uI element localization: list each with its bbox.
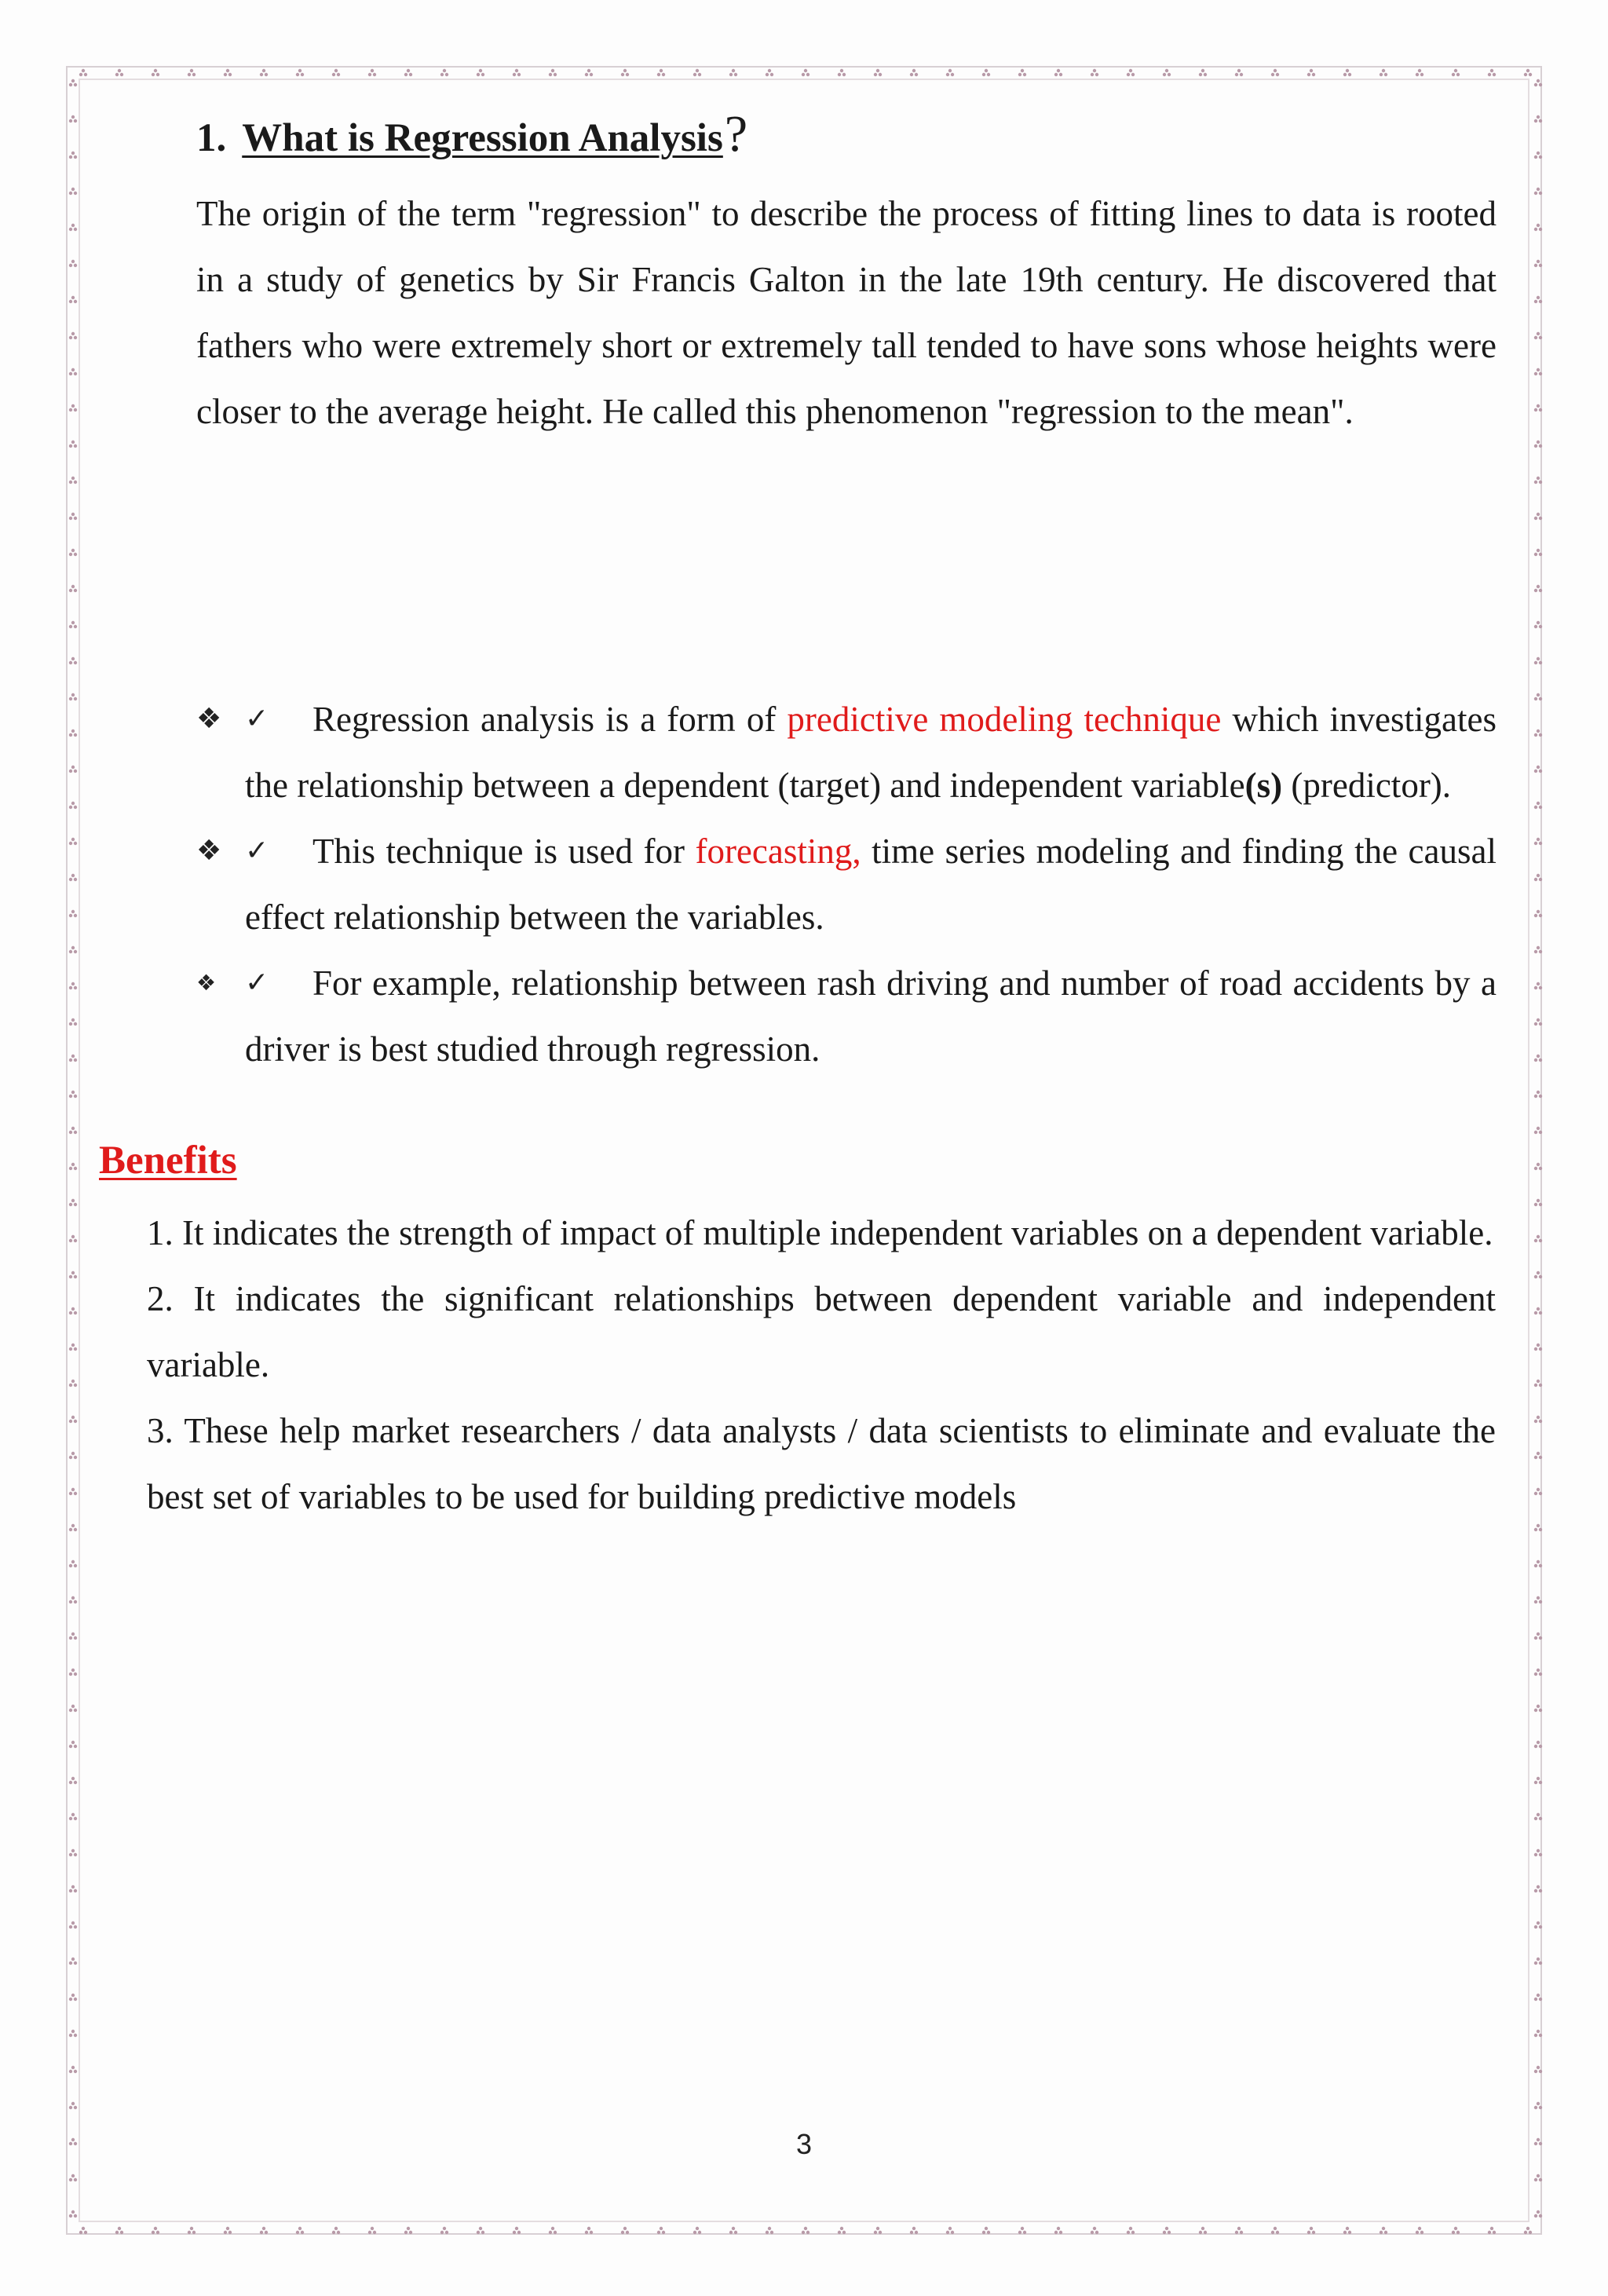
border-ornament [1534,1849,1542,1856]
border-ornament [69,982,77,989]
border-ornament [1534,296,1542,303]
border-ornament [1534,1416,1542,1423]
border-ornament [1534,1813,1542,1820]
bullet-bold-text: (s) [1244,766,1283,805]
border-ornament [1534,332,1542,339]
diamond-bullet-icon: ❖ [196,835,222,867]
border-ornament [1534,982,1542,989]
border-ornament [69,1018,77,1026]
border-ornament [69,1741,77,1748]
border-ornament [188,69,196,76]
border-ornament [1534,1885,1542,1892]
border-ornament [1380,2227,1387,2234]
checkmark-icon: ✓ [245,835,269,867]
bullet-list [196,686,1497,1082]
section-number: 1. [196,116,227,160]
border-ornament [1534,1452,1542,1459]
border-ornament [69,1632,77,1640]
border-ornament [802,69,809,76]
border-ornament [657,69,665,76]
border-ornament [1199,69,1207,76]
border-ornament [1534,549,1542,556]
border-ornament [69,79,77,86]
border-ornament [1534,802,1542,809]
border-ornament [1534,1307,1542,1314]
border-ornament [1534,2174,1542,2181]
border-ornament [69,1777,77,1784]
section-title: What is Regression Analysis [242,116,723,160]
border-ornament [69,1849,77,1856]
border-ornament [1091,69,1098,76]
border-ornament [585,69,593,76]
bullet-item [196,950,1497,1082]
border-ornament [1534,910,1542,917]
border-ornament [69,1813,77,1820]
border-ornament [1524,2227,1532,2234]
border-ornament [1343,2227,1351,2234]
border-ornament [1271,2227,1279,2234]
border-ornament [296,2227,304,2234]
border-ornament [1534,729,1542,737]
border-ornament [69,838,77,845]
border-ornament [69,946,77,953]
border-ornament [1534,1380,1542,1387]
border-ornament [585,2227,593,2234]
border-ornament [1534,2102,1542,2109]
border-ornament [1054,2227,1062,2234]
border-ornament [69,404,77,411]
border-ornament [874,69,882,76]
border-ornament [549,2227,557,2234]
border-ornament [260,69,268,76]
border-ornament [69,1705,77,1712]
border-ornament [1534,1488,1542,1495]
border-ornament [69,693,77,700]
border-ornament [1534,1741,1542,1748]
border-ornament [1534,874,1542,881]
border-ornament [766,2227,773,2234]
border-ornament [802,2227,809,2234]
border-ornament [1534,1669,1542,1676]
bullet-text: time series modeling and finding the causal effect relationship between the variables. [245,832,1497,937]
border-ornament [1199,2227,1207,2234]
border-ornament [1534,1596,1542,1603]
border-ornament [1524,69,1532,76]
border-ornament [296,69,304,76]
border-ornament [1534,693,1542,700]
border-ornament [1534,404,1542,411]
border-ornament [1534,1163,1542,1170]
border-ornament [69,2210,77,2217]
border-ornament [69,1994,77,2001]
border-ornament [69,1416,77,1423]
border-ornament [1534,585,1542,592]
border-ornament [1534,1055,1542,1062]
border-ornament [1534,1344,1542,1351]
border-ornament [1534,621,1542,628]
border-ornament [1452,2227,1460,2234]
border-ornament [1488,2227,1496,2234]
border-ornament [982,69,990,76]
border-ornament [79,2227,87,2234]
border-ornament [69,115,77,122]
benefit-item: 2. It indicates the significant relationships between dependent variable and independent variable. [147,1279,1496,1384]
bullet-text: For example, relationship between rash driving and number of road accidents by a driver is best studied through regression. [245,963,1497,1069]
bullet-item [196,686,1497,818]
border-ornament [657,2227,665,2234]
border-ornament [69,1127,77,1134]
border-ornament [260,2227,268,2234]
border-ornament [1534,766,1542,773]
border-ornament [982,2227,990,2234]
border-ornament [69,477,77,484]
border-ornament [910,2227,918,2234]
border-ornament [1271,69,1279,76]
border-ornament [1534,1632,1542,1640]
border-ornament [513,69,521,76]
border-ornament [69,188,77,195]
border-ornament [69,1163,77,1170]
border-ornament [1534,657,1542,664]
border-ornament [1534,2030,1542,2037]
border-ornament [69,1524,77,1531]
bullet-item [196,818,1497,950]
section-heading [196,101,747,172]
border-ornament [1534,2210,1542,2217]
border-ornament [874,2227,882,2234]
border-ornament [766,69,773,76]
border-ornament [368,2227,376,2234]
checkmark-icon: ✓ [245,703,269,735]
border-ornament [69,621,77,628]
border-ornament [1534,1091,1542,1098]
border-ornament [946,2227,954,2234]
border-ornament [1127,69,1135,76]
border-ornament [404,2227,412,2234]
bullet-text: which investigates the relationship between a dependent (target) and independent variable [245,700,1497,805]
benefits-list [147,1200,1496,1530]
border-ornament [69,2102,77,2109]
border-ornament [69,1235,77,1242]
border-ornament [1534,513,1542,520]
border-ornament [440,69,448,76]
border-ornament [1307,69,1315,76]
border-ornament [69,332,77,339]
border-ornament [188,2227,196,2234]
border-ornament [1091,2227,1098,2234]
border-ornament [69,802,77,809]
border-ornament [1534,188,1542,195]
bullet-text: (predictor). [1282,766,1452,805]
border-ornament [1534,1235,1542,1242]
border-ornament [838,69,846,76]
border-ornament [693,69,701,76]
border-ornament [69,1669,77,1676]
border-ornament [910,69,918,76]
border-ornament [69,766,77,773]
border-ornament [69,1271,77,1278]
border-ornament [69,296,77,303]
benefits-heading: Benefits [99,1139,237,1183]
border-ornament [1534,79,1542,86]
checkmark-icon: ✓ [245,967,269,999]
border-ornament [152,69,159,76]
border-ornament [1534,1705,1542,1712]
border-ornament [79,69,87,76]
border-ornament [946,69,954,76]
border-ornament [1534,152,1542,159]
border-ornament [69,260,77,267]
border-ornament [1534,946,1542,953]
border-ornament [1018,2227,1026,2234]
border-ornament [729,69,737,76]
border-ornament [224,2227,232,2234]
bullet-text: This technique is used for [312,832,696,871]
border-ornament [1054,69,1062,76]
border-ornament [69,549,77,556]
border-ornament [1534,1127,1542,1134]
border-ornament [1534,368,1542,375]
border-ornament [1534,1560,1542,1567]
border-ornament [1416,2227,1423,2234]
border-ornament [1380,69,1387,76]
border-ornament [1534,2066,1542,2073]
border-ornament [1343,69,1351,76]
border-ornament [1452,69,1460,76]
bullet-highlight: predictive modeling technique [787,700,1222,739]
border-ornament [69,1921,77,1929]
border-ornament [69,1344,77,1351]
border-ornament [477,69,484,76]
border-ornament [69,1488,77,1495]
diamond-bullet-icon: ❖ [196,970,217,996]
border-ornament [477,2227,484,2234]
border-ornament [69,729,77,737]
border-ornament [69,585,77,592]
border-ornament [621,69,629,76]
border-ornament [1534,1199,1542,1206]
border-ornament [1235,2227,1243,2234]
border-ornament [69,1380,77,1387]
border-ornament [69,513,77,520]
border-ornament [1534,260,1542,267]
border-ornament [1534,1271,1542,1278]
border-ornament [69,657,77,664]
border-ornament [1163,69,1171,76]
border-ornament [440,2227,448,2234]
border-ornament [1127,2227,1135,2234]
border-ornament [1534,838,1542,845]
border-ornament [69,441,77,448]
border-ornament [69,1560,77,1567]
border-ornament [69,368,77,375]
border-ornament [69,1307,77,1314]
border-ornament [513,2227,521,2234]
border-ornament [1534,1921,1542,1929]
border-ornament [1534,1777,1542,1784]
border-ornament [693,2227,701,2234]
diamond-bullet-icon: ❖ [196,703,222,735]
border-ornament [69,2174,77,2181]
border-ornament [69,2066,77,2073]
page-number: 3 [795,2128,813,2160]
border-ornament [729,2227,737,2234]
border-ornament [368,69,376,76]
border-ornament [69,2030,77,2037]
border-ornament [115,69,123,76]
border-ornament [1534,441,1542,448]
benefit-item: 1. It indicates the strength of impact of multiple independent variables on a dependent variable. [147,1213,1493,1252]
border-ornament [1534,1958,1542,1965]
border-ornament [1235,69,1243,76]
border-ornament [1534,1524,1542,1531]
border-ornament [1488,69,1496,76]
benefit-item: 3. These help market researchers / data analysts / data scientists to eliminate and evaluate the best set of variables to be used for building predictive models [147,1411,1496,1516]
border-ornament [69,1091,77,1098]
border-ornament [69,1596,77,1603]
border-ornament [69,874,77,881]
border-ornament [838,2227,846,2234]
border-ornament [69,1958,77,1965]
border-ornament [1018,69,1026,76]
border-ornament [224,69,232,76]
border-ornament [69,1055,77,1062]
border-ornament [1534,115,1542,122]
bullet-highlight: forecasting, [695,832,861,871]
border-ornament [1307,2227,1315,2234]
border-ornament [332,69,340,76]
border-ornament [69,1452,77,1459]
border-ornament [69,1885,77,1892]
bullet-text: Regression analysis is a form of [312,700,788,739]
border-ornament [1534,1018,1542,1026]
border-ornament [1534,224,1542,231]
border-ornament [1534,477,1542,484]
border-ornament [1416,69,1423,76]
border-ornament [404,69,412,76]
border-ornament [69,152,77,159]
intro-paragraph: The origin of the term "regression" to describe the process of fitting lines to data is rooted in a study of genetics by Sir Francis Galton in the late 19th century. He discovered that fathers who were extremely short or extremely tall tended to have sons whose heights were closer to the average height. He called this phenomenon "regression to the mean". [196,194,1497,431]
border-ornament [69,224,77,231]
border-ornament [69,1199,77,1206]
border-ornament [549,69,557,76]
border-ornament [621,2227,629,2234]
section-title-suffix: ? [724,105,748,163]
border-ornament [332,2227,340,2234]
border-ornament [152,2227,159,2234]
border-ornament [115,2227,123,2234]
border-ornament [69,910,77,917]
border-ornament [1163,2227,1171,2234]
border-ornament [1534,1994,1542,2001]
